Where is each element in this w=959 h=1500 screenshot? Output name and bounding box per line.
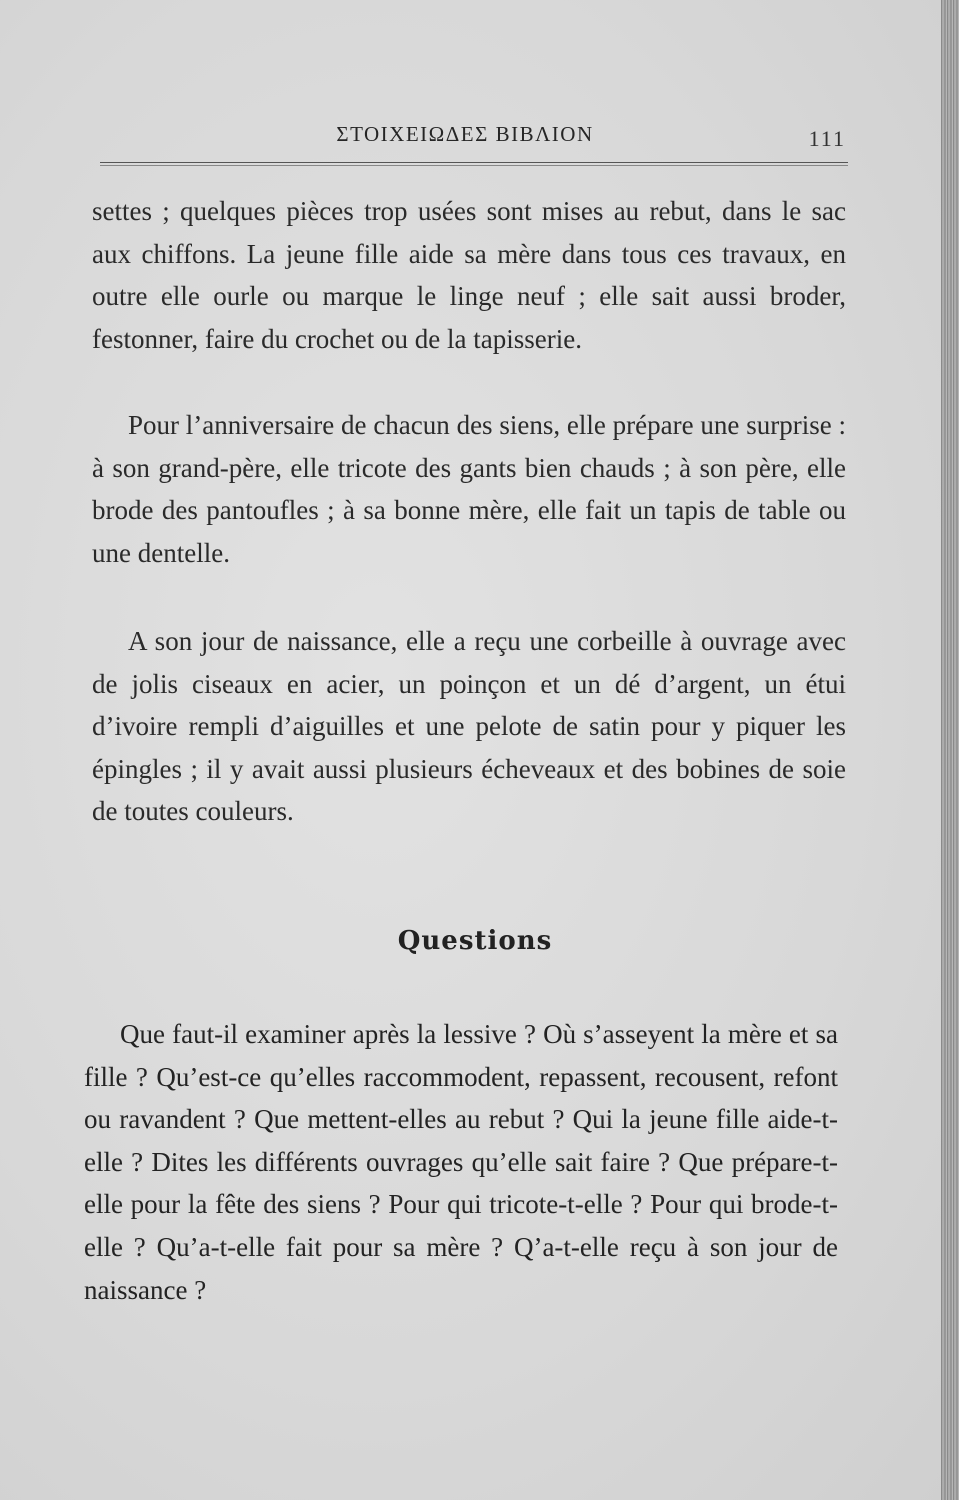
page-edge xyxy=(941,0,959,1500)
running-head-title: ΣΤΟΙΧΕΙΩΔΕΣ ΒΙΒΛΙΟΝ xyxy=(336,122,594,146)
body-paragraph-1: settes ; quelques pièces trop usées sont mises au rebut, dans le sac aux chiffons. La jeune fille aide sa mère dans tous ces travaux, en outre elle ourle ou marque le linge neuf ; elle sait aussi broder, festonner, faire du crochet ou de la tapisserie. xyxy=(92,196,846,354)
header-rule xyxy=(100,162,848,166)
body-paragraph-2: Pour l’anniversaire de chacun des siens, elle prépare une surprise : à son grand-père, elle tricote des gants bien chauds ; à son père, elle brode des pantoufles ; à sa bonne mère, elle fait un tapis de table ou une dentelle. xyxy=(92,410,846,568)
body-paragraph-3: A son jour de naissance, elle a reçu une corbeille à ouvrage avec de jolis ciseaux en acier, un poinçon et un dé d’argent, un étui d’ivoire rempli d’aiguilles et une pelote de satin pour y piquer les épingles ; il y avait aussi plusieurs écheveaux et des bobines de soie de toutes couleurs. xyxy=(92,626,846,827)
questions-heading: Questions xyxy=(397,926,553,956)
running-head xyxy=(100,122,850,158)
page-number: 111 xyxy=(808,126,846,151)
questions-text: Que faut-il examiner après la lessive ? Où s’asseyent la mère et sa fille ? Qu’est-ce qu’elles raccommodent, repassent, recousent, refont ou ravandent ? Que mettent-elles au rebut ? Qui la jeune fille aide-t-elle ? Dites les différents ouvrages qu’elle sait faire ? Que prépare-t-elle pour la fête des siens ? Pour qui tricote-t-elle ? Pour qui brode-t-elle ? Qu’a-t-elle fait pour sa mère ? Q’a-t-elle reçu à son jour de naissance ? xyxy=(84,1019,838,1305)
